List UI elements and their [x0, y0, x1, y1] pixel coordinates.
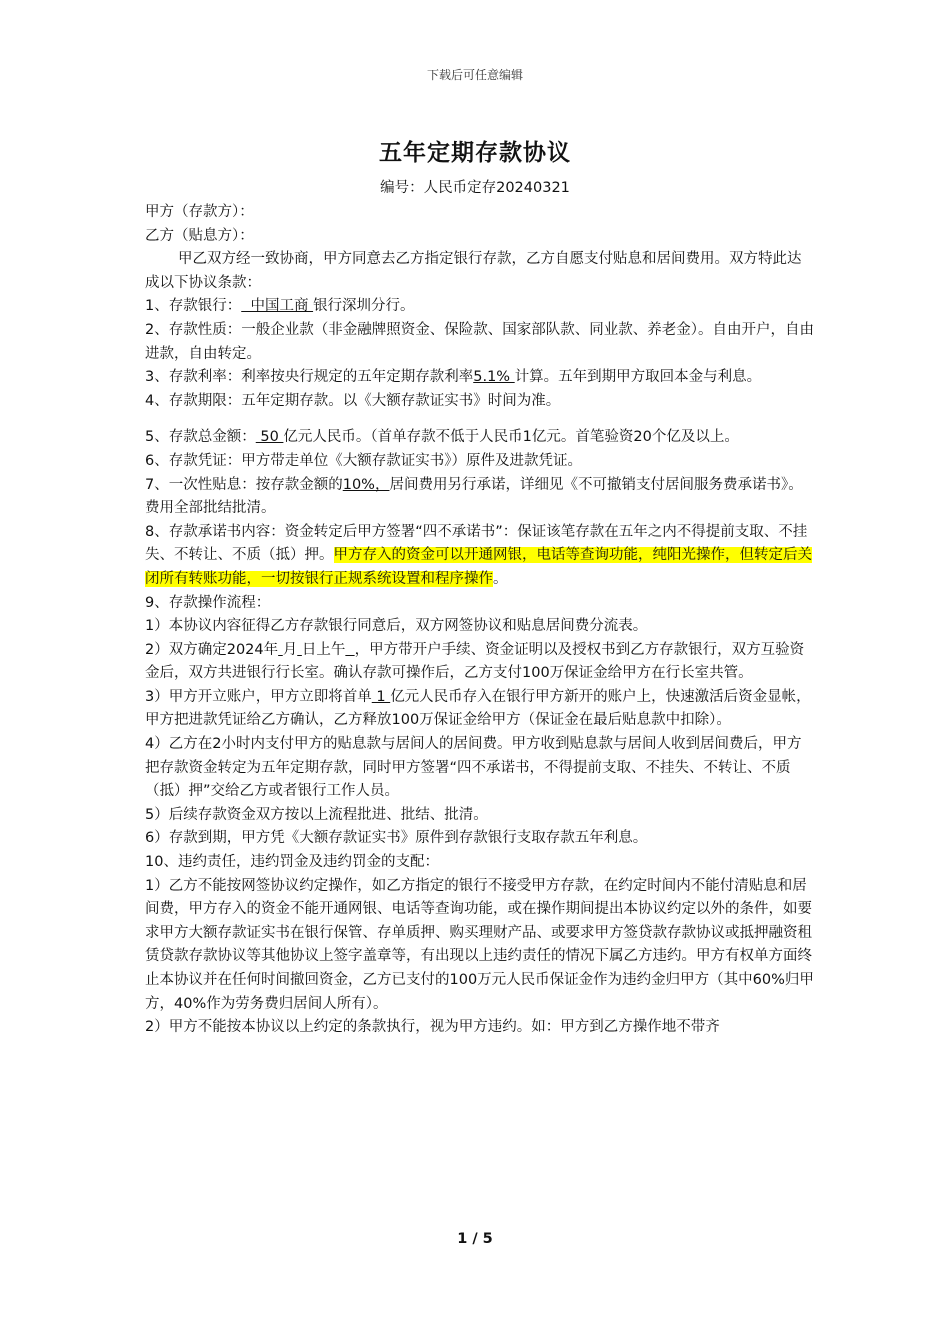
intro-paragraph: 甲乙双方经一致协商，甲方同意去乙方指定银行存款，乙方自愿支付贴息和居间费用。双方特此达成以下协议条款：	[145, 251, 802, 291]
clause-7-text-end: 居间费用另行承诺，详细见《不可撤销支付居间服务费承诺书》。费用全部批结批清。	[145, 476, 803, 517]
document-title: 五年定期存款协议	[379, 140, 571, 166]
clause-5	[145, 426, 815, 450]
clause-5-amount: 50	[255, 429, 284, 446]
step-3-text-end: 亿元人民币存入在银行甲方新开的账户上，快速激活后资金显帐，甲方把进款凭证给乙方确认，乙方释放100万保证金给甲方（保证金在最后贴息款中扣除）。	[145, 688, 811, 729]
clause-7-percent: 10%，	[342, 476, 390, 493]
clause-3-text: 3、存款利率：利率按央行规定的五年定期存款利率	[145, 369, 474, 386]
step-4: 4）乙方在2小时内支付甲方的贴息款与居间人的居间费。甲方收到贴息款与居间人收到居间费后，甲方把存款资金转定为五年定期存款，同时甲方签署“四不承诺书，不得提前支取、不挂失、不转让、不质（抵）押”交给乙方或者银行工作人员。	[145, 736, 802, 800]
step-6: 6）存款到期，甲方凭《大额存款证实书》原件到存款银行支取存款五年利息。	[145, 830, 648, 847]
clause-8-highlight: 甲方存入的资金可以开通网银，电话等查询功能，纯阳光操作，但转定后关闭所有转账功能，一切按银行正规系统设置和程序操作	[145, 547, 812, 587]
clause-3-rate: 5.1%	[473, 369, 515, 386]
step-5: 5）后续存款资金双方按以上流程批进、批结、批清。	[145, 806, 488, 823]
clause-8-text: 8、存款承诺书内容：资金转定后甲方签署“四不承诺书”：保证该笔存款在五年之内不得提前支取、不挂失、不转让、不质（抵）押。	[145, 523, 808, 564]
clause-1-bank: 中国工商	[241, 298, 314, 315]
clause-8-text-end: 。	[493, 570, 508, 587]
clause-3-text-end: 计算。五年到期甲方取回本金与利息。	[514, 369, 762, 386]
clause-1-text-end: 银行深圳分行。	[313, 298, 415, 315]
step-2	[145, 639, 815, 686]
breach-1: 1）乙方不能按网签协议约定操作，如乙方指定的银行不接受甲方存款，在约定时间内不能付清贴息和居间费，甲方存入的资金不能开通网银、电话等查询功能，或在操作期间提出本协议约定以外的条件，如要求甲方大额存款证实书在银行保管、存单质押、购买理财产品、或要求甲方签贷款存款协议或抵押融资租赁贷款存款协议等其他协议上签字盖章等，有出现以上违约责任的情况下属乙方违约。甲方有权单方面终止本协议并在任何时间撤回资金，乙方已支付的100万元人民币保证金作为违约金归甲方（其中60%归甲方，40%作为劳务费归居间人所有）。	[145, 877, 814, 1012]
blank-gap	[145, 413, 815, 426]
step-2-day: 日上午	[301, 641, 346, 658]
clause-7	[145, 474, 815, 521]
step-2-text-end: ，甲方带开户手续、资金证明以及授权书到乙方存款银行，双方互验资金后，双方共进银行行长室。确认存款可操作后，乙方支付100万保证金给甲方在行长室共管。	[145, 641, 805, 682]
step-2-month: 月	[282, 641, 298, 658]
step-1: 1）本协议内容征得乙方存款银行同意后，双方网签协议和贴息居间费分流表。	[145, 618, 648, 635]
clause-10-title: 10、违约责任，违约罚金及违约罚金的支配：	[145, 854, 439, 871]
document-body	[145, 201, 815, 1040]
clause-4: 4、存款期限：五年定期存款。以《大额存款证实书》时间为准。	[145, 392, 561, 409]
clause-6: 6、存款凭证：甲方带走单位《大额存款证实书》）原件及进款凭证。	[145, 452, 582, 469]
clause-8	[145, 521, 815, 592]
page-number: 1 / 5	[457, 1231, 493, 1247]
breach-2: 2）甲方不能按本协议以上约定的条款执行，视为甲方违约。如：甲方到乙方操作地不带齐	[145, 1019, 720, 1036]
clause-5-text: 5、存款总金额：	[145, 429, 256, 446]
document-number: 编号：人民币定存20240321	[380, 180, 570, 196]
step-3	[145, 686, 815, 733]
step-3-text: 3）甲方开立账户，甲方立即将首单	[145, 688, 372, 705]
header-note: 下载后可任意编辑	[426, 68, 523, 82]
step-2-time-blank	[345, 642, 354, 658]
clause-1	[145, 295, 815, 319]
clause-2: 2、存款性质：一般企业款（非金融牌照资金、保险款、国家部队款、同业款、养老金）。自由开户，自由进款，自由转定。	[145, 321, 814, 362]
party-a-line: 甲方（存款方）：	[145, 204, 254, 220]
party-b-line: 乙方（贴息方）：	[145, 227, 254, 244]
clause-3	[145, 366, 815, 390]
step-2-text: 2）双方确定2024年	[145, 641, 279, 658]
step-3-amount: 1	[371, 688, 391, 705]
clause-7-text: 7、一次性贴息：按存款金额的	[145, 476, 343, 493]
clause-9-title: 9、存款操作流程：	[145, 594, 271, 611]
clause-5-text-end: 亿元人民币。（首单存款不低于人民币1亿元。首笔验资20个亿及以上。	[283, 429, 739, 446]
clause-1-text: 1、存款银行：	[145, 298, 242, 315]
